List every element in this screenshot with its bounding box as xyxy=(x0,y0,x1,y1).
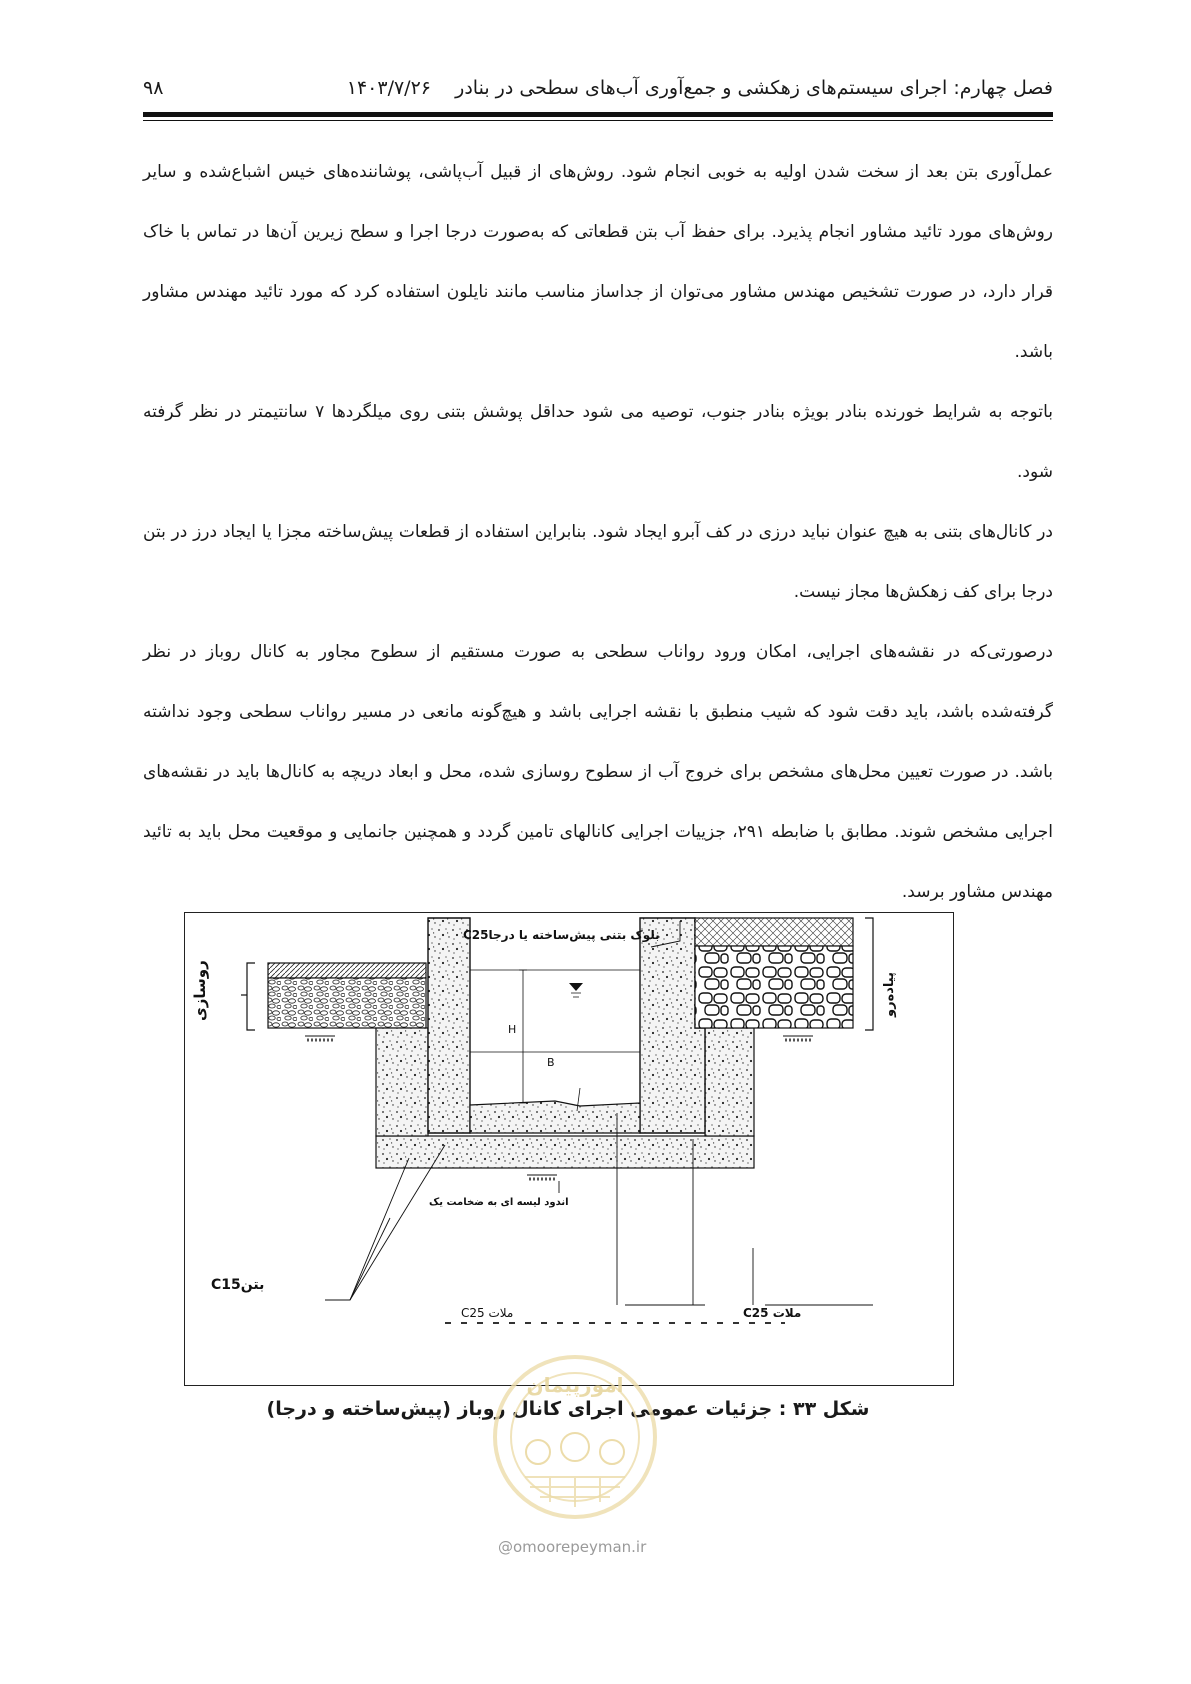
left-wall xyxy=(428,918,470,1133)
pavement-base-layer xyxy=(268,978,426,1028)
page-header xyxy=(143,74,1053,104)
header-rule-thin xyxy=(143,120,1053,121)
channel-bed xyxy=(470,1101,640,1133)
sidewalk-stone-layer xyxy=(695,946,853,1028)
header-rule-thick xyxy=(143,112,1053,117)
chapter-title xyxy=(347,74,1053,102)
header-date: ۱۴۰۳/۷/۲۶ xyxy=(346,77,431,99)
page-number: ۹۸ xyxy=(143,77,164,99)
channel-drawing xyxy=(185,913,953,1385)
foundation-slab xyxy=(376,1136,754,1168)
label-block: بلوک بتنی پیش‌ساخته یا درجاC25 xyxy=(463,928,660,942)
watermark-url: @omoorepeyman.ir xyxy=(498,1538,647,1556)
pavement-top-layer xyxy=(268,963,426,978)
paragraph: درصورتی‌که در نقشه‌های اجرایی، امکان ورود رواناب سطحی به صورت مستقیم از سطوح مجاور به کانال روباز در نظر گرفته‌شده باشد، باید دقت شود که شیب منطبق با نقشه اجرایی باشد و هیچ‌گونه مانعی در مسیر رواناب سطحی وجود نداشته باشد. در صورت تعیین محل‌های مشخص برای خروج آب از سطوح روسازی شده، محل و ابعاد دریچه به کانال‌ها باید در نقشه‌های اجرایی مشخص شوند. مطابق با ضابطه ۲۹۱، جزییات اجرایی کانالهای تامین گردد و همچنین جانمایی و موقعیت محل باید به تائید مهندس مشاور برسد. xyxy=(143,642,1053,902)
label-mortar-right: ملات C25 xyxy=(743,1306,802,1320)
svg-text:امورپیمان: امورپیمان xyxy=(526,1373,624,1397)
chapter-title-text: فصل چهارم: اجرای سیستم‌های زهکشی و جمع‌آوری آب‌های سطحی در بنادر xyxy=(455,77,1053,99)
figure-caption: شکل ۳۳ : جزئیات عمومی اجرای کانال روباز (پیش‌ساخته و درجا) xyxy=(266,1398,870,1420)
body-text xyxy=(143,142,1053,922)
paragraph: باتوجه به شرایط خورنده بنادر بویژه بنادر جنوب، توصیه می شود حداقل پوشش بتنی روی میلگردها ۷ سانتیمتر در نظر گرفته شود. xyxy=(143,402,1053,482)
paragraph: در کانال‌های بتنی به هیچ عنوان نباید درزی در کف آبرو ایجاد شود. بنابراین استفاده از قطعات پیش‌ساخته مجزا یا ایجاد درز در بتن درجا برای کف زهکش‌ها مجاز نیست. xyxy=(143,522,1053,602)
label-h: H xyxy=(508,1023,517,1036)
paragraph: عمل‌آوری بتن بعد از سخت شدن اولیه به خوبی انجام شود. روش‌های از قبیل آب‌پاشی، پوشاننده‌های خیس اشباع‌شده و سایر روش‌های مورد تائید مشاور انجام پذیرد. برای حفظ آب بتن قطعاتی که به‌صورت درجا اجرا و سطح زیرین آن‌ها در تماس با خاک قرار دارد، در صورت تشخیص مهندس مشاور می‌توان از جداساز مناسب مانند نایلون استفاده کرد که مورد تائید مهندس مشاور باشد. xyxy=(143,162,1053,362)
channel-detail-figure xyxy=(184,912,954,1386)
label-b: B xyxy=(547,1056,555,1069)
label-mortar-left: ملات C25 xyxy=(461,1306,514,1320)
label-concrete-c15: بتنC15 xyxy=(211,1277,265,1293)
watermark-seal xyxy=(490,1352,660,1522)
label-sidewalk: پیاده‌رو xyxy=(882,972,897,1017)
label-pavement: روسازی xyxy=(191,960,209,1021)
label-plaster: اندود لیسه ای به ضخامت یک xyxy=(429,1197,569,1208)
sidewalk-top-layer xyxy=(695,918,853,946)
